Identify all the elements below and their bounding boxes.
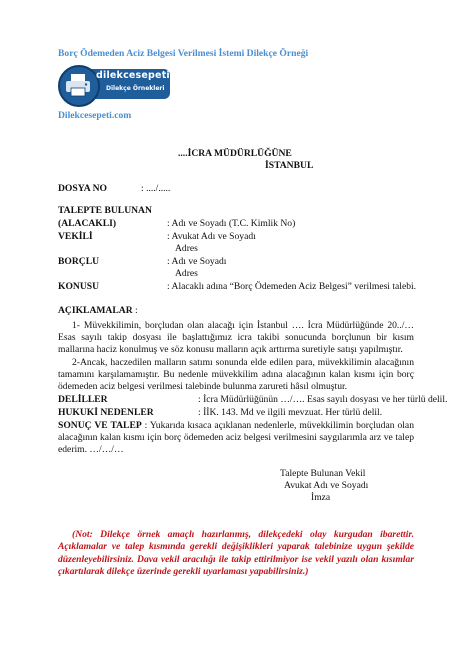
konusu-label: KONUSU bbox=[58, 281, 100, 292]
printer-icon bbox=[62, 71, 94, 99]
logo-name: dilekcesepeti.com bbox=[96, 70, 197, 81]
borclu-value: : Adı ve Soyadı bbox=[167, 256, 227, 267]
borclu-label: BORÇLU bbox=[58, 256, 100, 267]
aciklama-paragraph-2: 2-Ancak, haczedilen malların satımı sonunda elde edilen para, müvekkilimin alacağının tamamını karşılamamıştır. Bu nedenle müvekkilim adına alacağının kalan kısmı için borç ödemeden aciz belgesi verilmesi talebinde bulunma zarureti hâsıl olmuştur. bbox=[58, 357, 414, 393]
court-name: ....İCRA MÜDÜRLÜĞÜNE bbox=[178, 148, 292, 159]
aciklamalar-colon: : bbox=[132, 305, 138, 316]
sonuc-text: : Yukarıda kısaca açıklanan nedenlerle, müvekkilimin borçludan olan alacağının kalan kısmı için borç ödemeden aciz belgesi verilmesini saygılarımla arz ve talep ederim. …/…/… bbox=[58, 420, 414, 456]
dosya-value: : ..../..... bbox=[141, 183, 171, 194]
logo-tagline: Dilekçe Örnekleri bbox=[106, 85, 165, 92]
alacakli-label: (ALACAKLI) bbox=[58, 218, 117, 229]
disclaimer-note: (Not: Dilekçe örnek amaçlı hazırlanmış, dilekçedeki olay kurgudan ibarettir. Açıklamalar ve talep kısmında gerekli değişiklikleri yaparak talebinize uygun şekilde düzenleyebilirsiniz. Dava vekil aracılığı ile takip ettirilmiyor ise vekil yazılı olan kısımlar çıkartılarak dilekçe üzerinde gerekli uyarlaması yapabilirsiniz.) bbox=[58, 529, 414, 578]
aciklama-paragraph-1: 1- Müvekkilimin, borçludan olan alacağı için İstanbul …. İcra Müdürlüğünde 20../… Esas sayılı takip dosyası ile başlattığımız icra takibi sonucunda borçlunun bir kısım mallarına haciz konulmuş ve söz konusu malların açık arttırma suretiyle satışı yapılmıştır. bbox=[58, 320, 414, 356]
site-link[interactable]: Dilekcesepeti.com bbox=[58, 110, 132, 121]
sonuc-paragraph bbox=[58, 420, 414, 457]
vekili-label: VEKİLİ bbox=[58, 231, 93, 242]
vekili-adres: Adres bbox=[175, 243, 198, 254]
document-header-title: Borç Ödemeden Aciz Belgesi Verilmesi İstemi Dilekçe Örneği bbox=[58, 48, 309, 59]
deliller-label: DELİLLER bbox=[58, 394, 108, 405]
aciklamalar-heading: AÇIKLAMALAR bbox=[58, 305, 133, 316]
alacakli-value: : Adı ve Soyadı (T.C. Kimlik No) bbox=[167, 218, 296, 229]
aciklamalar-heading-row bbox=[58, 305, 138, 318]
konusu-value: : Alacaklı adına “Borç Ödemeden Aciz Belgesi” verilmesi talebi. bbox=[167, 281, 417, 292]
sonuc-label: SONUÇ VE TALEP bbox=[58, 420, 142, 431]
hukuki-value: : İİK. 143. Md ve ilgili mevzuat. Her türlü delil. bbox=[198, 407, 383, 418]
signature-name: Avukat Adı ve Soyadı bbox=[284, 480, 369, 491]
vekili-value: : Avukat Adı ve Soyadı bbox=[167, 231, 256, 242]
signature-title: Talepte Bulunan Vekil bbox=[280, 468, 366, 479]
hukuki-label: HUKUKİ NEDENLER bbox=[58, 407, 154, 418]
talepte-heading: TALEPTE BULUNAN bbox=[58, 205, 152, 216]
deliller-value: : İcra Müdürlüğünün …/…. Esas sayılı dosyası ve her türlü delil. bbox=[198, 394, 448, 405]
dosya-label: DOSYA NO bbox=[58, 183, 107, 194]
borclu-adres: Adres bbox=[175, 268, 198, 279]
signature-sign: İmza bbox=[311, 492, 331, 503]
site-logo[interactable] bbox=[58, 65, 197, 107]
court-city: İSTANBUL bbox=[265, 160, 314, 171]
